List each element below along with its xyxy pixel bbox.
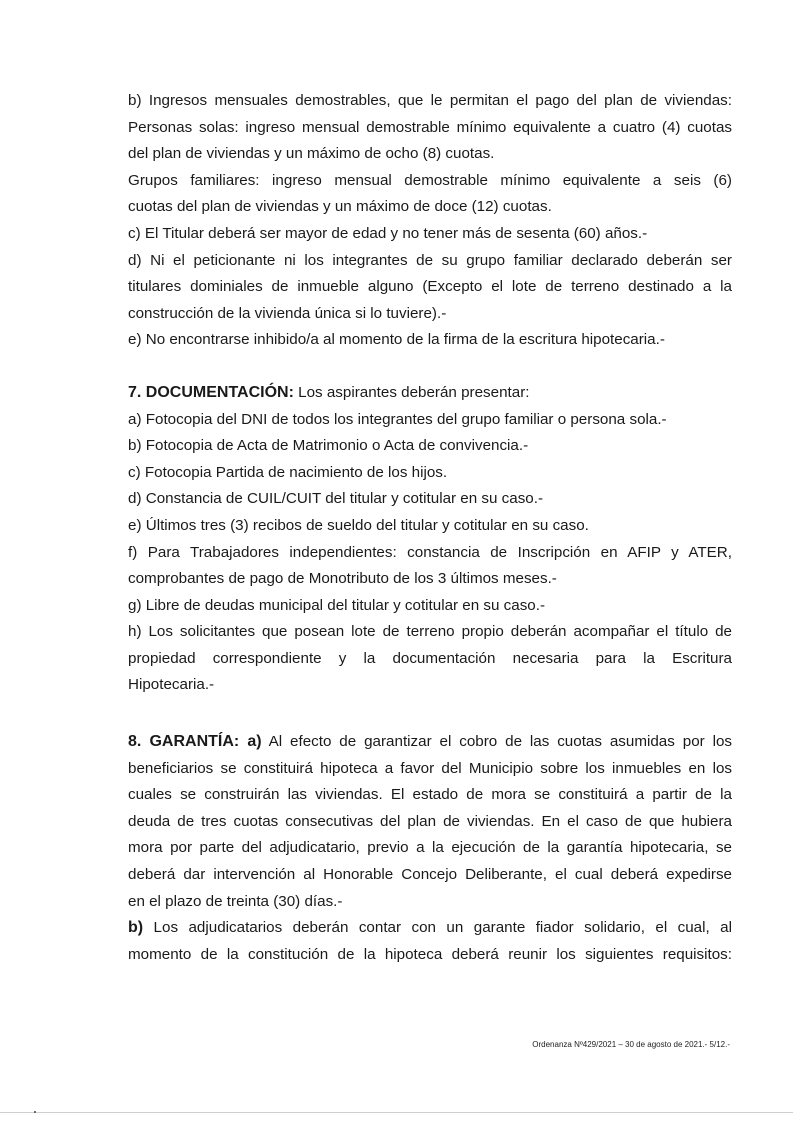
section-8-b-text: Los adjudicatarios deberán contar con un garante fiador solidario, el cual, al (143, 919, 732, 937)
text-line: mora por parte del adjudicatario, previo a la ejecución de la garantía hipotecaria, se (128, 839, 732, 857)
scan-speck (34, 1111, 36, 1113)
paragraph-gap (128, 354, 732, 380)
section-8-b-first-line (128, 915, 732, 942)
section-7-intro-line (128, 380, 732, 407)
text-line: c) Fotocopia Partida de nacimiento de los hijos. (128, 463, 448, 481)
text-line: e) No encontrarse inhibido/a al momento de la firma de la escritura hipotecaria.- (128, 331, 665, 349)
text-line: f) Para Trabajadores independientes: constancia de Inscripción en AFIP y ATER, (128, 543, 732, 561)
text-line: g) Libre de deudas municipal del titular y cotitular en su caso.- (128, 596, 546, 614)
text-line: e) Últimos tres (3) recibos de sueldo del titular y cotitular en su caso. (128, 516, 589, 534)
page-footer: Ordenanza Nº429/2021 – 30 de agosto de 2021.- 5/12.- (532, 1040, 730, 1049)
section-8-sub-b: b) (128, 919, 144, 937)
text-line: d) Ni el peticionante ni los integrantes de su grupo familiar declarado deberán ser (128, 251, 732, 269)
text-line: h) Los solicitantes que posean lote de terreno propio deberán acompañar el título de (128, 623, 732, 641)
section-7-heading: 7. DOCUMENTACIÓN: (128, 383, 294, 401)
text-line: deuda de tres cuotas consecutivas del plan de viviendas. En el caso de que hubiera (128, 812, 732, 830)
section-8-sub-a: a) (239, 733, 262, 751)
section-8-first-rest: Al efecto de garantizar el cobro de las cuotas asumidas por los (261, 733, 733, 751)
section-8-first-line (128, 729, 732, 756)
section-7-intro: Los aspirantes deberán presentar: (293, 383, 530, 401)
text-line: b) Ingresos mensuales demostrables, que le permitan el pago del plan de viviendas: (128, 92, 732, 109)
text-line: Hipotecaria.- (128, 676, 215, 694)
document-body (128, 88, 732, 968)
text-line: titulares dominiales de inmueble alguno (Excepto el lote de terreno destinado a la (128, 278, 732, 296)
text-line: d) Constancia de CUIL/CUIT del titular y cotitular en su caso.- (128, 490, 544, 508)
text-line: c) El Titular deberá ser mayor de edad y no tener más de sesenta (60) años.- (128, 224, 648, 242)
paragraph-gap (128, 699, 732, 725)
text-line: en el plazo de treinta (30) días.- (128, 892, 343, 910)
text-line: del plan de viviendas y un máximo de ocho (8) cuotas. (128, 145, 495, 163)
text-line: propiedad correspondiente y la documentación necesaria para la Escritura (128, 649, 732, 667)
text-line: a) Fotocopia del DNI de todos los integrantes del grupo familiar o persona sola.- (128, 410, 667, 428)
text-line: comprobantes de pago de Monotributo de los 3 últimos meses.- (128, 570, 557, 588)
text-line: cuotas del plan de viviendas y un máximo de doce (12) cuotas. (128, 198, 552, 216)
text-line: beneficiarios se constituirá hipoteca a favor del Municipio sobre los inmuebles en los (128, 759, 732, 777)
text-line: b) Fotocopia de Acta de Matrimonio o Acta de convivencia.- (128, 437, 529, 455)
text-line: deberá dar intervención al Honorable Concejo Deliberante, el cual deberá expedirse (128, 866, 732, 884)
section-8-heading: 8. GARANTÍA: (128, 733, 240, 751)
text-line: momento de la constitución de la hipoteca deberá reunir los siguientes requisitos: (128, 945, 732, 963)
scan-edge-line (0, 1112, 793, 1113)
text-line: construcción de la vivienda única si lo tuviere).- (128, 304, 447, 322)
text-line: Personas solas: ingreso mensual demostrable mínimo equivalente a cuatro (4) cuotas (128, 118, 732, 136)
text-line: cuales se construirán las viviendas. El estado de mora se constituirá a partir de la (128, 786, 732, 804)
text-line: Grupos familiares: ingreso mensual demostrable mínimo equivalente a seis (6) (128, 171, 732, 189)
